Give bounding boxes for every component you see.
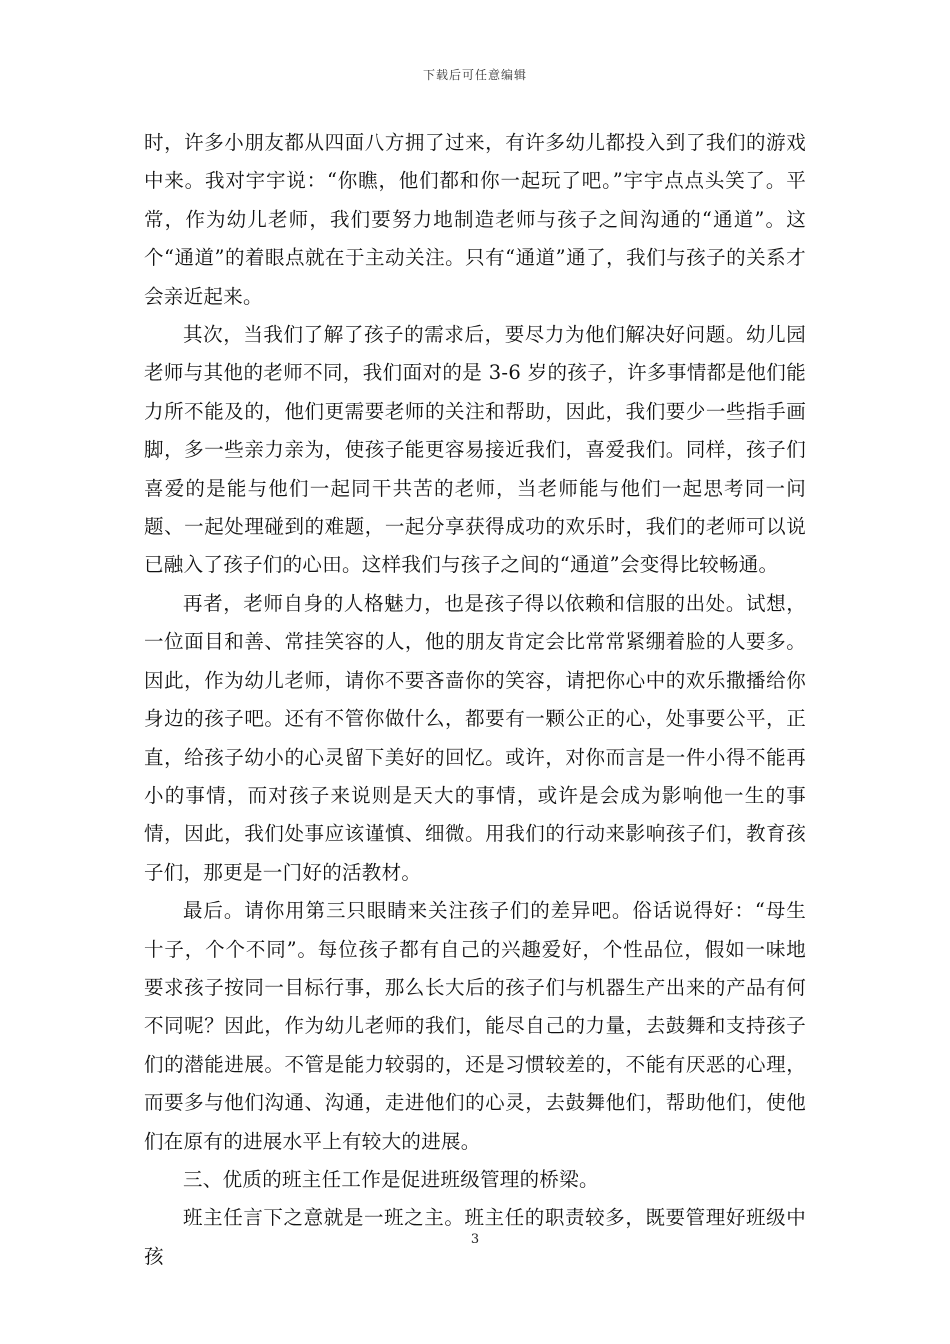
paragraph: 其次，当我们了解了孩子的需求后，要尽力为他们解决好问题。幼儿园老师与其他的老师不同，我们面对的是 3-6 岁的孩子，许多事情都是他们能力所不能及的，他们更需要老师的关注和帮助，因此，我们要少一些指手画脚，多一些亲力亲为，使孩子能更容易接近我们，喜爱我们。同样，孩子们喜爱的是能与他们一起同干共苦的老师，当老师能与他们一起思考同一问题、一起处理碰到的难题，一起分享获得成功的欢乐时，我们的老师可以说已融入了孩子们的心田。这样我们与孩子之间的“通道”会变得比较畅通。 (144, 323, 806, 577)
paragraph: 最后。请你用第三只眼睛来关注孩子们的差异吧。俗话说得好：“母生十子，个个不同”。每位孩子都有自己的兴趣爱好，个性品位，假如一味地要求孩子按同一目标行事，那么长大后的孩子们与机器生产出来的产品有何不同呢？因此，作为幼儿老师的我们，能尽自己的力量，去鼓舞和支持孩子们的潜能进展。不管是能力较弱的，还是习惯较差的，不能有厌恶的心理，而要多与他们沟通、沟通，走进他们的心灵，去鼓舞他们，帮助他们，使他们在原有的进展水平上有较大的进展。 (144, 899, 806, 1153)
paragraph: 班主任言下之意就是一班之主。班主任的职责较多，既要管理好班级中孩 (144, 1206, 806, 1268)
page-header: 下载后可任意编辑 (422, 68, 527, 82)
section-heading: 三、优质的班主任工作是促进班级管理的桥梁。 (183, 1167, 599, 1191)
page-number: 3 (470, 1232, 480, 1247)
document-body (144, 124, 806, 1276)
paragraph-continued: 时，许多小朋友都从四面八方拥了过来，有许多幼儿都投入到了我们的游戏中来。我对宇宇说：“你瞧，他们都和你一起玩了吧。”宇宇点点头笑了。平常，作为幼儿老师，我们要努力地制造老师与孩子之间沟通的“通道”。这个“通道”的着眼点就在于主动关注。只有“通道”通了，我们与孩子的关系才会亲近起来。 (144, 131, 806, 308)
paragraph: 再者，老师自身的人格魅力，也是孩子得以依赖和信服的出处。试想，一位面目和善、常挂笑容的人，他的朋友肯定会比常常紧绷着脸的人要多。因此，作为幼儿老师，请你不要吝啬你的笑容，请把你心中的欢乐撒播给你身边的孩子吧。还有不管你做什么，都要有一颗公正的心，处事要公平，正直，给孩子幼小的心灵留下美好的回忆。或许，对你而言是一件小得不能再小的事情，而对孩子来说则是天大的事情，或许是会成为影响他一生的事情，因此，我们处事应该谨慎、细微。用我们的行动来影响孩子们，教育孩子们，那更是一门好的活教材。 (144, 591, 806, 884)
